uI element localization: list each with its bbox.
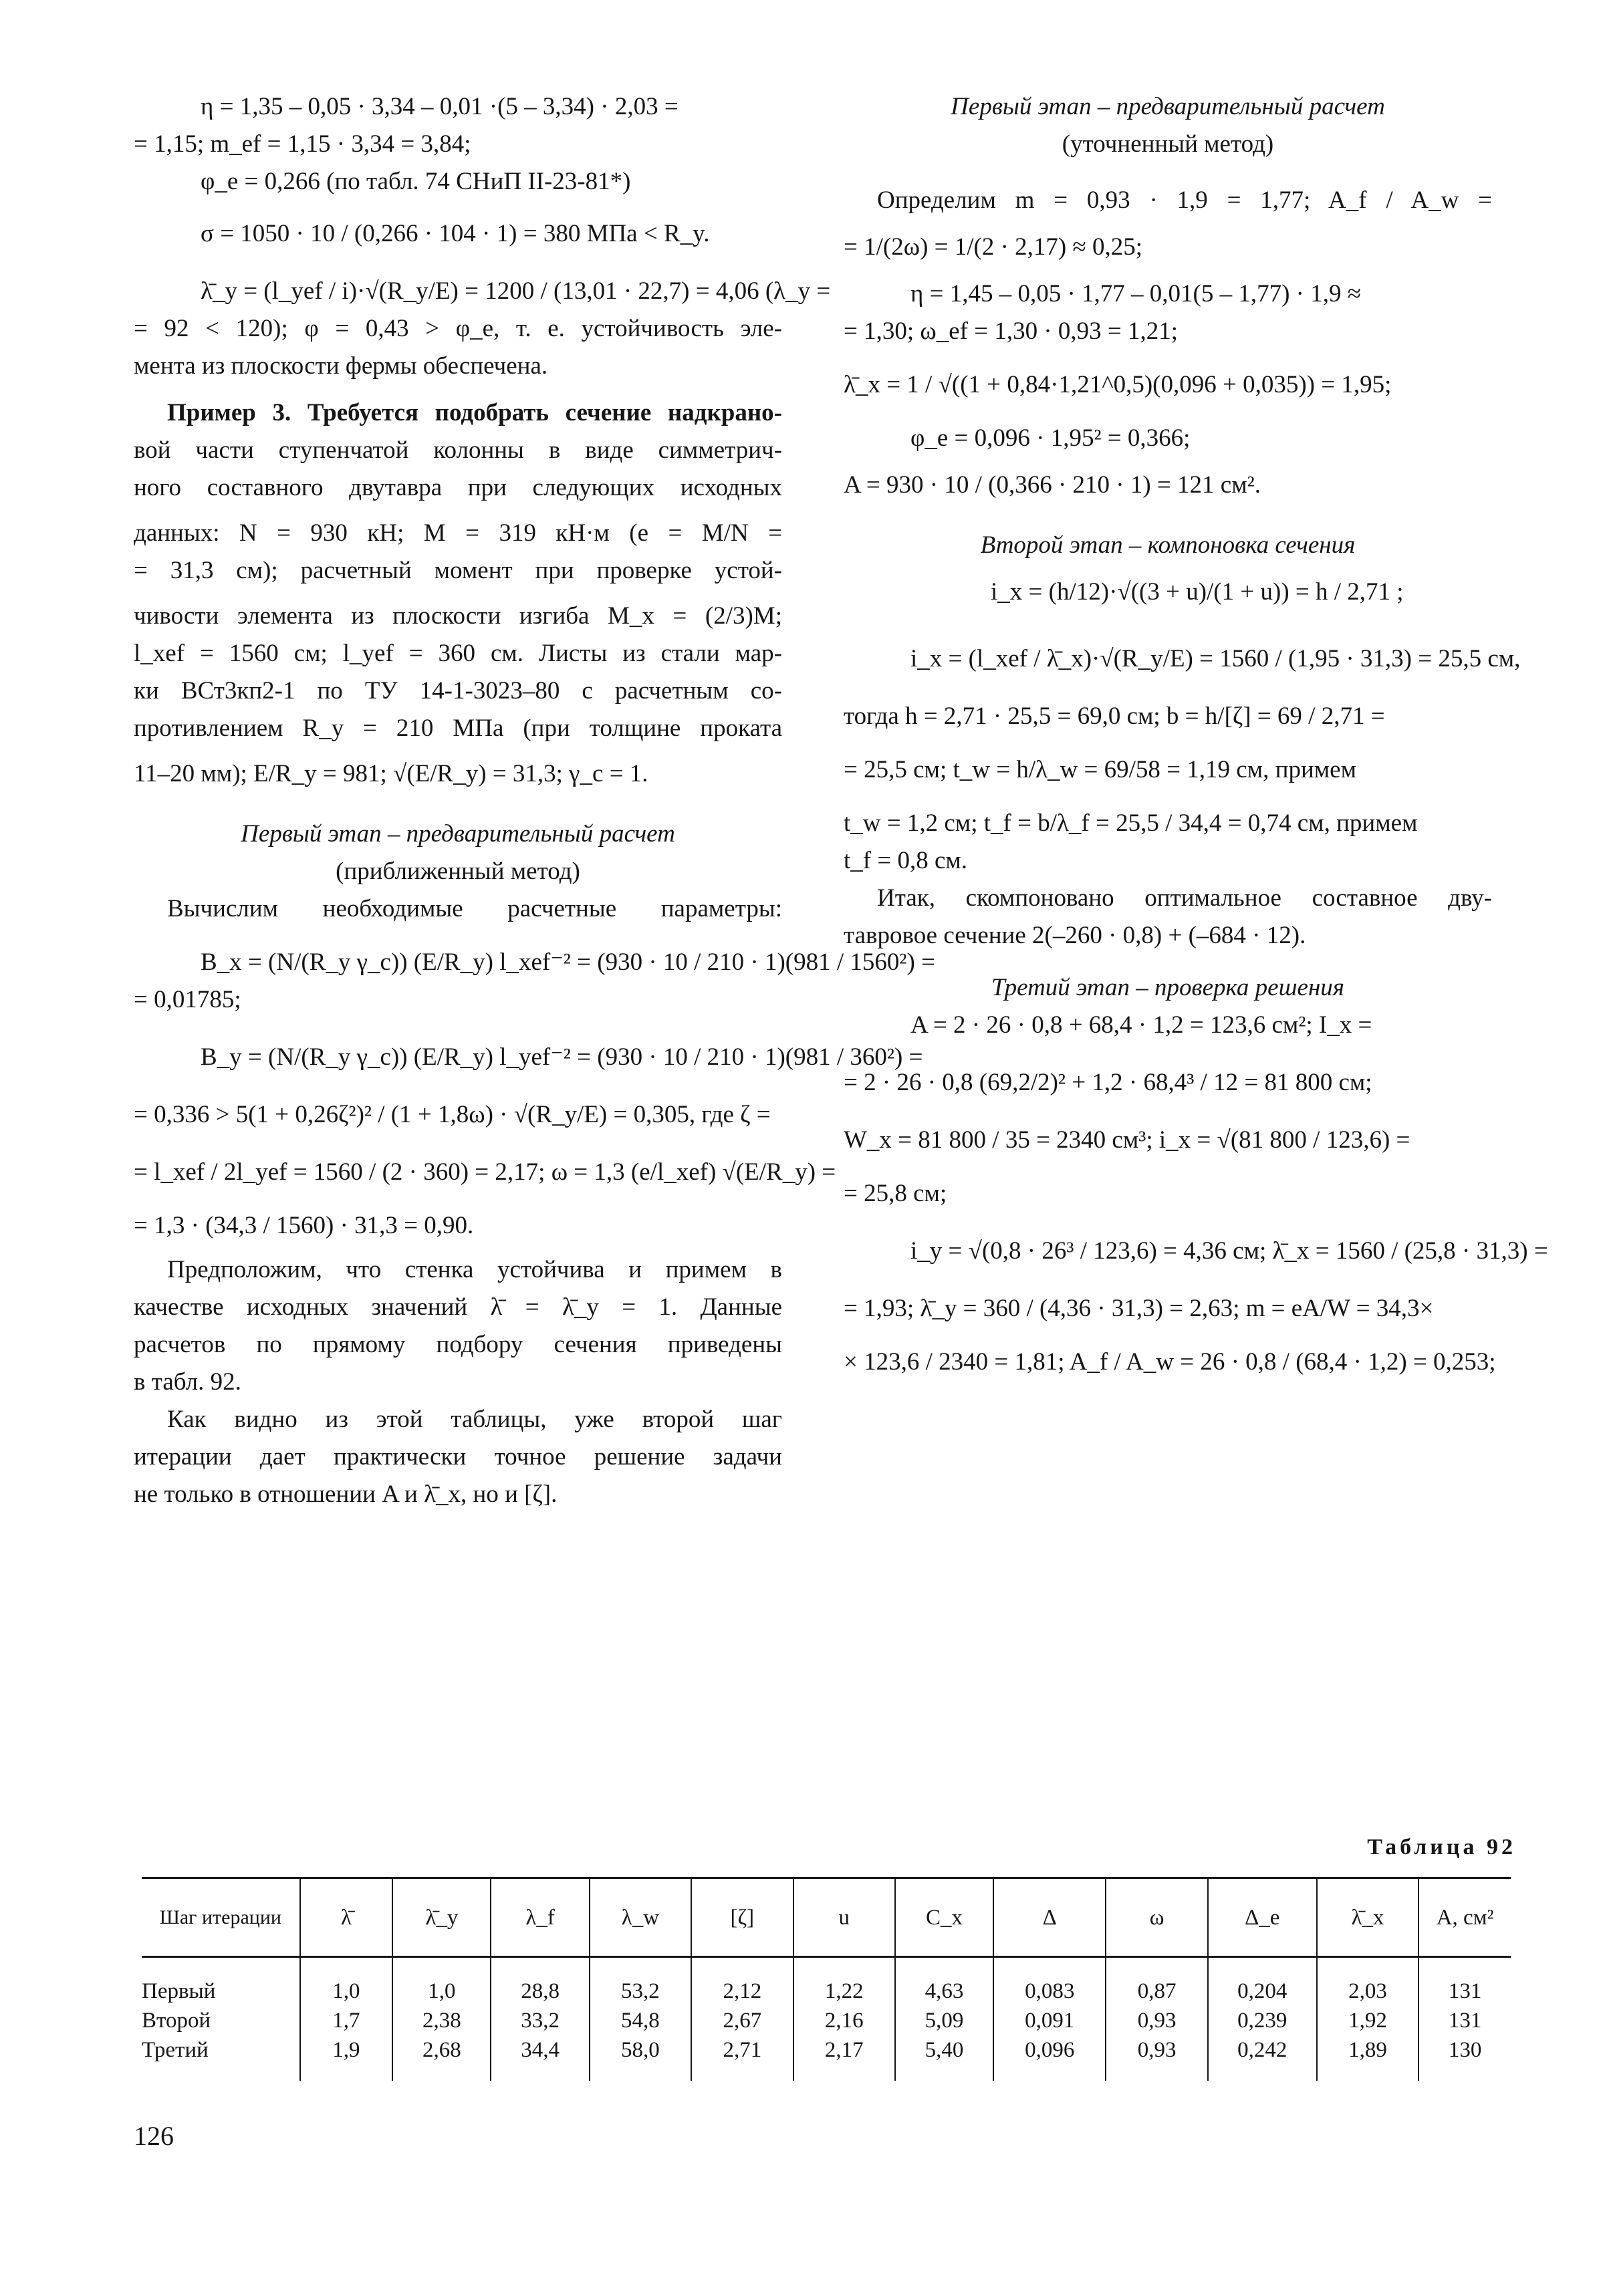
table-cell: 34,4 <box>491 2035 589 2081</box>
text-line: 11–20 мм); E/R_y = 981; √(E/R_y) = 31,3; γ_c = 1. <box>134 760 648 787</box>
text-line: = 92 < 120); φ = 0,43 > φ_e, т. е. устойчивость эле- <box>134 315 782 342</box>
table-header: λ̄_x <box>1317 1878 1419 1957</box>
text-line: в табл. 92. <box>134 1368 241 1396</box>
text-line: Как видно из этой таблицы, уже второй шаг <box>167 1406 782 1433</box>
table-cell: 5,09 <box>895 2006 993 2035</box>
text-line: l_xef = 1560 см; l_yef = 360 см. Листы из стали мар- <box>134 640 782 667</box>
table-header: C_x <box>895 1878 993 1957</box>
table-cell: 2,17 <box>793 2035 895 2081</box>
table-header: λ̄ <box>300 1878 393 1957</box>
table-header-row <box>142 1878 1511 1957</box>
table-cell: 0,096 <box>993 2035 1106 2081</box>
table-header: Δ <box>993 1878 1106 1957</box>
formula-by-check: = 0,336 > 5(1 + 0,26ζ²)² / (1 + 1,8ω) · √(R_y/E) = 0,305, где ζ = <box>134 1101 771 1128</box>
text-line: итерации дает практически точное решение задачи <box>134 1443 782 1471</box>
table-cell: 0,93 <box>1106 2035 1207 2081</box>
formula-bx-result: = 0,01785; <box>134 986 241 1013</box>
stage-subheading: (приближенный метод) <box>336 858 580 885</box>
table-cell: 2,71 <box>691 2035 793 2081</box>
text-line: расчетов по прямому подбору сечения приведены <box>134 1331 782 1358</box>
page-number: 126 <box>134 2121 174 2151</box>
formula-omega-ef: = 1,30; ω_ef = 1,30 · 0,93 = 1,21; <box>844 317 1179 345</box>
text-line: чивости элемента из плоскости изгиба M_x = (2/3)M; <box>134 602 782 630</box>
table-cell: 131 <box>1419 2006 1511 2035</box>
stage-heading: Первый этап – предварительный расчет <box>241 820 675 848</box>
table-header: [ζ] <box>691 1878 793 1957</box>
table-cell: 1,0 <box>392 1957 491 2007</box>
formula-ix-result: = 25,8 см; <box>844 1180 947 1207</box>
table-cell: 2,67 <box>691 2006 793 2035</box>
table-cell: 4,63 <box>895 1957 993 2007</box>
stage-heading: Третий этап – проверка решения <box>991 974 1344 1001</box>
text-line: вой части ступенчатой колонны в виде симметрич- <box>134 436 782 464</box>
formula-by: B_y = (N/(R_y γ_c)) (E/R_y) l_yef⁻² = (930 · 10 / 210 · 1)(981 / 360²) = <box>201 1043 923 1071</box>
table-cell: 0,93 <box>1106 2006 1207 2035</box>
table-cell: Первый <box>142 1979 216 2003</box>
table-header: A, см² <box>1419 1878 1511 1957</box>
table-cell: 1,9 <box>300 2035 393 2081</box>
table-cell: 53,2 <box>590 1957 691 2007</box>
table-caption: Таблица 92 <box>1367 1835 1516 1860</box>
table-cell: 0,242 <box>1208 2035 1317 2081</box>
table-row <box>142 2006 1511 2035</box>
text-line: мента из плоскости фермы обеспечена. <box>134 352 548 380</box>
table-cell: 0,87 <box>1106 1957 1207 2007</box>
table-cell: 0,204 <box>1208 1957 1317 2007</box>
table-cell: Второй <box>142 2009 211 2033</box>
table-cell: 1,0 <box>300 1957 393 2007</box>
table-cell: 5,40 <box>895 2035 993 2081</box>
formula-iy: i_y = √(0,8 · 26³ / 123,6) = 4,36 см; λ̄_x = 1560 / (25,8 · 31,3) = <box>910 1237 1548 1265</box>
text-line: противлением R_y = 210 МПа (при толщине проката <box>134 715 782 742</box>
table-cell: 0,091 <box>993 2006 1106 2035</box>
formula-area-check: A = 2 · 26 · 0,8 + 68,4 · 1,2 = 123,6 см²; I_x = <box>910 1011 1372 1039</box>
right-column <box>844 88 1548 1381</box>
stage-heading: Первый этап – предварительный расчет <box>951 93 1385 120</box>
formula-lambda-x: λ̄_x = 1 / √((1 + 0,84·1,21^0,5)(0,096 + 0,035)) = 1,95; <box>844 371 1392 398</box>
table-cell: 2,38 <box>392 2006 491 2035</box>
stage-subheading: (уточненный метод) <box>1062 130 1274 158</box>
table-header: ω <box>1106 1878 1207 1957</box>
formula-mef: = 1,15; m_ef = 1,15 · 3,34 = 3,84; <box>134 130 471 158</box>
formula-tf: t_w = 1,2 см; t_f = b/λ_f = 25,5 / 34,4 = 0,74 см, примем <box>844 809 1418 837</box>
table-cell: 130 <box>1419 2035 1511 2081</box>
table-row <box>142 1957 1511 2007</box>
table-cell: 1,7 <box>300 2006 393 2035</box>
table-cell: 2,12 <box>691 1957 793 2007</box>
formula-h-b: тогда h = 2,71 · 25,5 = 69,0 см; b = h/[ζ] = 69 / 2,71 = <box>844 703 1385 730</box>
table-cell: 2,68 <box>392 2035 491 2081</box>
table-cell: Третий <box>142 2038 209 2062</box>
formula-ix-value: i_x = (l_xef / λ̄_x)·√(R_y/E) = 1560 / (1,95 · 31,3) = 25,5 см, <box>910 645 1521 672</box>
formula-phi-e: φ_e = 0,096 · 1,95² = 0,366; <box>910 424 1191 452</box>
formula-area: A = 930 · 10 / (0,366 · 210 · 1) = 121 см². <box>844 471 1261 499</box>
formula-wx: W_x = 81 800 / 35 = 2340 см³; i_x = √(81 800 / 123,6) = <box>844 1126 1410 1154</box>
table-cell: 33,2 <box>491 2006 589 2035</box>
formula-tf-result: t_f = 0,8 см. <box>844 847 968 874</box>
formula-bx: B_x = (N/(R_y γ_c)) (E/R_y) l_xef⁻² = (930 · 10 / 210 · 1)(981 / 1560²) = <box>201 948 935 976</box>
formula-af-aw-check: × 123,6 / 2340 = 1,81; A_f / A_w = 26 · 0,8 / (68,4 · 1,2) = 0,253; <box>844 1348 1496 1376</box>
table-header: Шаг итерации <box>142 1878 300 1957</box>
text-line: не только в отношении A и λ̄_x, но и [ζ]. <box>134 1481 558 1508</box>
table-cell: 0,239 <box>1208 2006 1317 2035</box>
formula-eta: η = 1,35 – 0,05 · 3,34 – 0,01 ·(5 – 3,34) · 2,03 = <box>201 93 679 120</box>
table-cell: 2,03 <box>1317 1957 1419 2007</box>
text-line: ки ВСт3кп2-1 по ТУ 14-1-3023–80 с расчетным со- <box>134 677 782 705</box>
formula-eta: η = 1,45 – 0,05 · 1,77 – 0,01(5 – 1,77) · 1,9 ≈ <box>910 280 1362 307</box>
formula-lambda-y-m: = 1,93; λ̄_y = 360 / (4,36 · 31,3) = 2,63; m = eA/W = 34,3× <box>844 1295 1434 1322</box>
formula-sigma: σ = 1050 · 10 / (0,266 · 104 · 1) = 380 МПа < R_y. <box>201 220 710 247</box>
stage-heading: Второй этап – компоновка сечения <box>980 531 1356 559</box>
example-3-heading: Пример 3. Требуется подобрать сечение надкрано- <box>167 399 782 426</box>
table-cell: 131 <box>1419 1957 1511 2007</box>
formula-ix-moment: = 2 · 26 · 0,8 (69,2/2)² + 1,2 · 68,4³ / 12 = 81 800 см; <box>844 1069 1372 1096</box>
formula-omega-result: = 1,3 · (34,3 / 1560) · 31,3 = 0,90. <box>134 1212 474 1239</box>
table-cell: 54,8 <box>590 2006 691 2035</box>
table-cell: 28,8 <box>491 1957 589 2007</box>
table-cell: 0,083 <box>993 1957 1106 2007</box>
formula-ix: i_x = (h/12)·√((3 + u)/(1 + u)) = h / 2,71 ; <box>991 578 1404 606</box>
formula-tw: = 25,5 см; t_w = h/λ_w = 69/58 = 1,19 см, примем <box>844 756 1356 783</box>
table-cell: 2,16 <box>793 2006 895 2035</box>
iteration-table <box>142 1877 1511 2081</box>
text-line: Предположим, что стенка устойчива и примем в <box>167 1256 782 1283</box>
table-cell: 1,89 <box>1317 2035 1419 2081</box>
table-header: λ_w <box>590 1878 691 1957</box>
table-header: Δ_e <box>1208 1878 1317 1957</box>
text-line: качестве исходных значений λ̄ = λ̄_y = 1. Данные <box>134 1293 782 1321</box>
text-line: тавровое сечение 2(–260 · 0,8) + (–684 · 12). <box>844 922 1306 949</box>
formula-m: Определим m = 0,93 · 1,9 = 1,77; A_f / A_w = <box>877 186 1492 214</box>
text-line: данных: N = 930 кН; M = 319 кН·м (e = M/N = <box>134 519 782 547</box>
formula-lambda-y: λ̄_y = (l_yef / i)·√(R_y/E) = 1200 / (13,01 · 22,7) = 4,06 (λ_y = <box>201 277 831 305</box>
text-line: Вычислим необходимые расчетные параметры: <box>167 895 782 922</box>
text-line: ного составного двутавра при следующих исходных <box>134 474 782 501</box>
table-cell: 58,0 <box>590 2035 691 2081</box>
text-line: = 31,3 см); расчетный момент при проверке устой- <box>134 557 782 584</box>
table-row <box>142 2035 1511 2081</box>
table-header: λ_f <box>491 1878 589 1957</box>
table-header: λ̄_y <box>392 1878 491 1957</box>
table-cell: 1,22 <box>793 1957 895 2007</box>
formula-zeta-omega: = l_xef / 2l_yef = 1560 / (2 · 360) = 2,17; ω = 1,3 (e/l_xef) √(E/R_y) = <box>134 1158 836 1186</box>
table-cell: 1,92 <box>1317 2006 1419 2035</box>
formula-af-aw: = 1/(2ω) = 1/(2 · 2,17) ≈ 0,25; <box>844 233 1143 261</box>
text-line: Итак, скомпоновано оптимальное составное дву- <box>877 884 1492 912</box>
formula-phi-e: φ_e = 0,266 (по табл. 74 СНиП II-23-81*) <box>201 168 631 195</box>
table-header: u <box>793 1878 895 1957</box>
